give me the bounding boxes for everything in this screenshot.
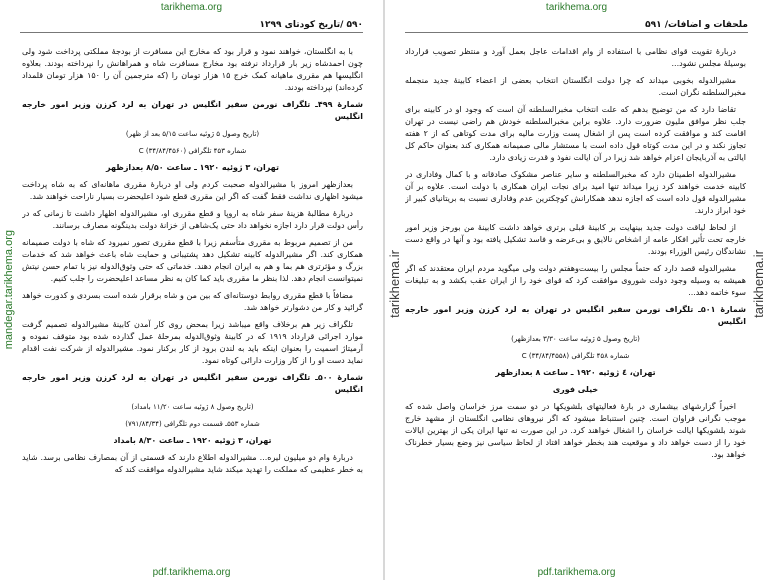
dateline: تهران، ٤ ژوئیه ۱۹۲۰ ـ ساعت ۸ بعدازظهر xyxy=(495,368,656,377)
paragraph: مشیرالدوله اطمینان دارد که مخبرالسلطنه و سایر عناصر مشکوک صادقانه و با کمال وفاداری در کابینه خدمت خواهند کرد زیرا میداند تنها امید برای نجات ایران همکاری با دولت است. علاوه بر آن مشیرالدوله قول داده است که اجازه ندهد همکارانش کوچکترین عدم وفاداری نسبت به بریتانیای کبیر از خود ابراز دارند. xyxy=(405,170,746,215)
site-url-bottom: pdf.tarikhema.org xyxy=(537,567,616,578)
dateline: تهران، ۳ ژوئیه ۱۹۲۰ ـ ساعت ۸/۵۰ بعدازظهر xyxy=(106,163,279,172)
document-heading: شمارهٔ ۵۰۱ـ تلگراف نورمن سفیر انگلیس در تهران به لرد کرزن وزیر امور خارجه انگلیس xyxy=(405,305,746,326)
side-watermark: mandegar.tarikhema.org xyxy=(3,230,15,350)
paragraph: تلگراف زیر هم برخلاف واقع میباشد زیرا بمحض روی کار آمدن کابینهٔ مشیرالدوله تصمیم گرفت موارد اجرائی قرارداد ۱۹۱۹ که در کابینهٔ وثوق‌الدوله بمرحلهٔ عمل گذارده شده بود متوقف نموده و آرمیتاژ اسمیت را بعنوان اینکه باید به لندن برود از کار برکنار نمود. مشیرالدوله از شرکت نفت اقدام نماید دست او را از کار وزارت دارائی کوتاه نمود. xyxy=(22,320,363,365)
reference-line: (تاریخ وصول ۵ ژوئیه ساعت ۵/۱۵ بعد از ظهر) xyxy=(125,130,260,138)
paragraph: با به انگلستان، خواهند نمود و قرار بود که مخارج این مسافرت از بودجهٔ مملکتی پرداخت شود ولی چون احمدشاه زیر بار قرارداد نرفته بود مخارج مسافرت شاه و همراهانش را نپرداخته بودند. بعلاوه انگلیسها هم مقرری ماهیانه کمک خرج ۱۵ هزار تومان را (که مترجمین آن را ۱۵۰ هزار تومان قلمداد کرده‌اند) نپرداخته بودند. xyxy=(22,47,363,92)
side-watermark-right: tarikhema.ir xyxy=(751,250,766,318)
site-url-bottom: pdf.tarikhema.org xyxy=(152,567,231,578)
left-page xyxy=(0,0,383,580)
paragraph: بعدازظهر امروز با مشیرالدوله صحبت کردم ولی او دربارهٔ مقرری ماهانه‌ای که به شاه پرداخت میشود اظهاری نداشت فقط گفت که اگر این مقرری قطع شود اعلیحضرت بسیار ناراحت خواهند شد. xyxy=(22,180,363,201)
document-heading: شمارهٔ ۴۹۹ـ تلگراف نورمن سفیر انگلیس در تهران به لرد کرزن وزیر امور خارجه انگلیس xyxy=(22,100,363,121)
reference-line: (تاریخ وصول ۸ ژوئیه ساعت ۱۱/۲۰ بامداد) xyxy=(131,403,254,411)
reference-line: شماره ۵۵۳ـ قسمت دوم تلگرافی (۷۹۱/۸۴/۳۴) xyxy=(125,420,260,428)
paragraph: دربارهٔ مطالبهٔ هزینهٔ سفر شاه به اروپا و قطع مقرری او، مشیرالدوله اظهار داشت تا زمانی که در رأس دولت قرار دارد اجازه نخواهد داد حتی یک‌شاهی از خزانهٔ دولت بدینگونه مصارف برسانند. xyxy=(22,209,363,230)
reference-line: شماره ۴۵۸ تلگرافی (۳۴/۸۴/۴۵۵۸) C xyxy=(521,352,630,360)
paragraph: از لحاظ لیاقت دولت جدید بینهایت بر کابینهٔ قبلی برتری خواهد داشت کابینهٔ من بورجز وزیر امور خارجه تحت تأثیر افکار عامه از اشخاص ناﻻیق و بی‌عرضه و فاسد تشکیل یافته بود و آنها در واقع دست نشاندگان رئیس الوزراء بودند. xyxy=(405,223,746,256)
page-header: ۵۹۰ /تاریخ کودتای ۱۲۹۹ xyxy=(20,20,363,33)
site-url-top: tarikhema.org xyxy=(545,2,608,13)
page-header: ملحقات و اضافات/ ۵۹۱ xyxy=(405,20,748,33)
page-body xyxy=(405,46,746,562)
right-page xyxy=(385,0,768,580)
paragraph: دربارهٔ تقویت قوای نظامی با استفاده از وام اقدامات عاجل بعمل آورد و منتظر تصویب قرارداد بوسیلهٔ مجلس نشود... xyxy=(405,47,746,68)
document-heading: شمارهٔ ۵۰۰ـ تلگراف نورمن سفیر انگلیس در تهران به لرد کرزن وزیر امور خارجه انگلیس xyxy=(22,373,363,394)
page-body xyxy=(22,46,363,562)
paragraph: مشیرالدوله بخوبی میداند که چرا دولت انگلستان انتخاب بعضی از اعضاء کابینهٔ جدید منجمله مخبرالسلطنه نگران است. xyxy=(405,76,746,97)
reference-line: (تاریخ وصول ۵ ژوئیه ساعت ۳/۳۰ بعدازظهر) xyxy=(511,335,640,343)
paragraph: دربارهٔ وام دو میلیون لیره... مشیرالدوله اطلاع دارند که قسمتی از آن بمصارف نظامی برسد. شاید به خطر عظیمی که مملکت را تهدید میکند شاید مشیرالدوله موافقت کند که xyxy=(22,453,363,474)
dateline: تهران، ۳ ژوئیه ۱۹۲۰ ـ ساعت ۸/۳۰ بامداد xyxy=(113,436,272,445)
paragraph: تقاضا دارد که من توضیح بدهم که علت انتخاب مخبرالسلطنه آن است که وجود او در کابینه برای جلب نظر موافق ملیون ضرورت دارد. علاوه براین مخبرالسلطنه خودش هم راضی نیست در تهران اقامت کند و موافقت کرده است پس از اشغال پست وزارت مالیه برای مدت کوتاهی که از ۲ هفته تجاوز نکند و در این مدت کوتاه قول داده است با مستشار مالی صمیمانه همکاری کند بعنوان حاکم کل ایالتی به آذربایجان اعزام خواهد شد زیرا در آن ایالت نفوذ و قدرت زیادی دارد. xyxy=(405,105,746,162)
side-watermark: tarikhema.ir xyxy=(387,250,402,318)
dateline: خیلی فوری xyxy=(552,385,599,394)
reference-line: شماره ۴۵۳ تلگرافی (۳۴/۸۴/۴۵۶۰) C xyxy=(138,147,247,155)
paragraph: مضافاً با قطع مقرری روابط دوستانه‌ای که بین من و شاه برقرار شده است بسردی و کدورت خواهد گرائید و کار من دشوارتر خواهد شد. xyxy=(22,291,363,312)
paragraph: مشیرالدوله قصد دارد که حتماً مجلس را بیست‌وهفتم دولت ولی میگوید مردم ایران معتقدند که اگر همیشه به وسیله وجود دولت شوروی موافقت کرد که قوای خود را از ایران عقب بکشد و به تبلیغات سوء خاتمه دهد... xyxy=(405,264,746,297)
paragraph: اخیراً گزارشهای بیشماری در بارهٔ فعالیتهای بلشویکها در دو سمت مرز خراسان واصل شده که موجب نگرانی فراوان است. چنین استنباط میشود که اگر نیروهای نظامی انگلستان از مشهد خارج شوند بلشویکها ایالت خراسان را اشغال خواهند کرد. در این صورت نه تنها ایران یکی از بهترین ایالات خود را از دست خواهد داد و موقعیت هند بخطر خواهد افتاد از لحاظ سیاسی نیز وضع بسیار خطرناک خواهد بود. xyxy=(405,402,746,459)
site-url-top: tarikhema.org xyxy=(160,2,223,13)
paragraph: من از تصمیم مربوط به مقرری متأسفم زیرا با قطع مقرری تصور نمیرود که شاه با دولت صمیمانه همکاری کند. اگر مشیرالدوله کابینه تشکیل دهد پشتیبانی و حمایت شاه باعث خواهد شد که خدمات بزرگ و مؤثرتری هم بما و هم به ایران انجام دهند. خدماتی که حتی وثوق‌الدوله نیز با تمام حسن نیتش نمیتوانست انجام دهد. لذا بنظر ما مقرری باید کما کان به نظر مساعد اعلیحضرت را جلب کنیم. xyxy=(22,238,363,283)
